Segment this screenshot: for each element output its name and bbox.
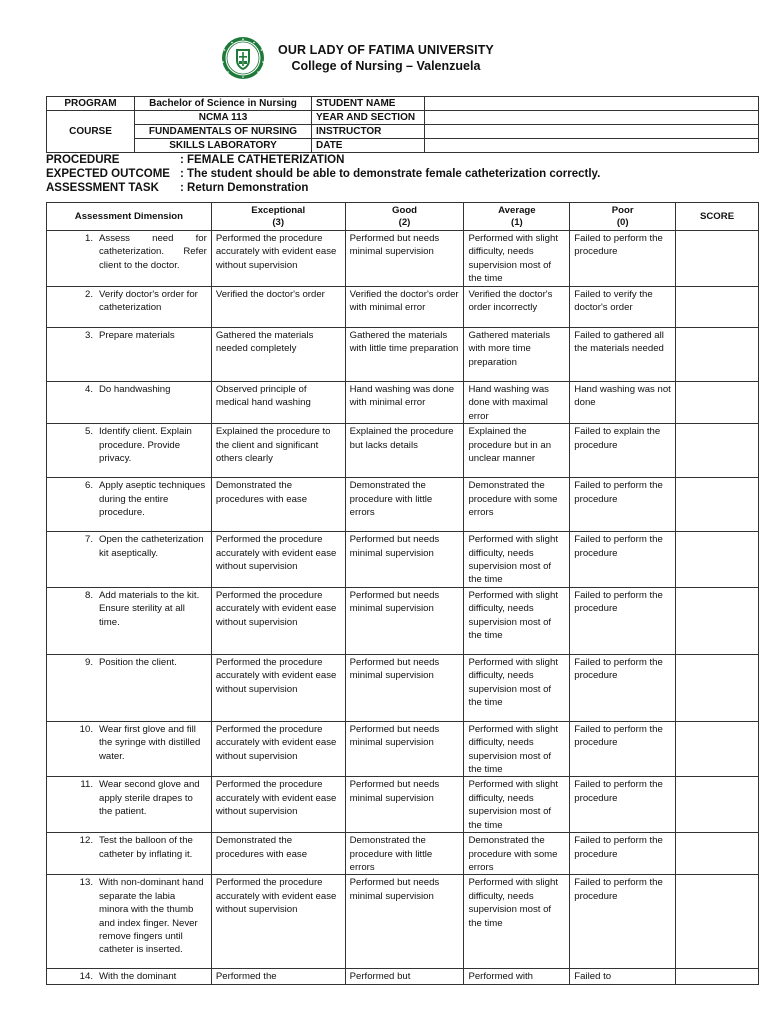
score-cell[interactable] xyxy=(676,231,759,287)
assessment-task-label: ASSESSMENT TASK xyxy=(46,182,159,195)
date-label: DATE xyxy=(312,139,425,153)
rubric-row xyxy=(47,587,759,654)
rubric-row xyxy=(47,833,759,875)
step-number: 13. xyxy=(79,877,93,889)
poor-cell: Failed to perform the procedure xyxy=(570,478,676,532)
step-description: Add materials to the kit. Ensure sterility at all time. xyxy=(99,589,200,628)
step-number: 3. xyxy=(84,330,93,341)
rubric-row xyxy=(47,328,759,382)
average-cell: Performed with slight difficulty, needs supervision most of the time xyxy=(464,587,570,654)
rubric-header-row xyxy=(47,203,759,231)
step-description: Assess need for catheterization. Refer client to the doctor. xyxy=(99,233,207,271)
expected-outcome-label: EXPECTED OUTCOME xyxy=(46,168,170,181)
step-number: 6. xyxy=(84,480,93,492)
exceptional-cell: Performed the procedure accurately with evident ease without supervision xyxy=(211,875,345,969)
assessment-rubric-table xyxy=(46,202,759,985)
rubric-row xyxy=(47,231,759,287)
step-number: 12. xyxy=(79,835,93,847)
instructor-label: INSTRUCTOR xyxy=(312,125,425,139)
step-number: 5. xyxy=(84,426,93,438)
exceptional-cell: Performed the xyxy=(211,969,345,985)
rubric-row xyxy=(47,478,759,532)
rubric-row xyxy=(47,721,759,777)
rubric-row xyxy=(47,424,759,478)
instructor-field[interactable] xyxy=(425,125,759,139)
average-cell: Performed with xyxy=(464,969,570,985)
dimension-cell xyxy=(47,875,212,969)
step-description: Identify client. Explain procedure. Provide privacy. xyxy=(99,426,192,465)
info-row-course-name xyxy=(47,125,759,139)
poor-cell: Failed to verify the doctor's order xyxy=(570,287,676,328)
student-name-field[interactable] xyxy=(425,97,759,111)
header-score: SCORE xyxy=(676,203,759,231)
header-poor-points: (0) xyxy=(616,216,629,228)
dimension-cell xyxy=(47,587,212,654)
expected-outcome-row xyxy=(46,167,600,181)
score-cell[interactable] xyxy=(676,382,759,424)
rubric-row xyxy=(47,969,759,985)
poor-cell: Failed to perform the procedure xyxy=(570,654,676,721)
course-info-table xyxy=(46,96,759,153)
score-cell[interactable] xyxy=(676,424,759,478)
header-exceptional-label: Exceptional xyxy=(251,204,306,216)
exceptional-cell: Observed principle of medical hand washing xyxy=(211,382,345,424)
average-cell: Verified the doctor's order incorrectly xyxy=(464,287,570,328)
header-average xyxy=(464,203,570,231)
good-cell: Verified the doctor's order with minimal error xyxy=(345,287,464,328)
dimension-cell xyxy=(47,721,212,777)
good-cell: Hand washing was done with minimal error xyxy=(345,382,464,424)
rubric-row xyxy=(47,287,759,328)
score-cell[interactable] xyxy=(676,777,759,833)
score-cell[interactable] xyxy=(676,833,759,875)
score-cell[interactable] xyxy=(676,969,759,985)
expected-outcome-value: : The student should be able to demonstrate female catheterization correctly. xyxy=(180,168,601,181)
good-cell: Performed but needs minimal supervision xyxy=(345,654,464,721)
average-cell: Performed with slight difficulty, needs supervision most of the time xyxy=(464,231,570,287)
score-cell[interactable] xyxy=(676,654,759,721)
course-code: NCMA 113 xyxy=(135,111,312,125)
dimension-cell xyxy=(47,287,212,328)
step-number: 1. xyxy=(84,233,93,244)
header-average-label: Average xyxy=(498,204,536,216)
good-cell: Performed but xyxy=(345,969,464,985)
score-cell[interactable] xyxy=(676,328,759,382)
score-cell[interactable] xyxy=(676,532,759,588)
program-value: Bachelor of Science in Nursing xyxy=(135,97,312,111)
average-cell: Demonstrated the procedure with some errors xyxy=(464,833,570,875)
step-number: 10. xyxy=(79,723,93,735)
dimension-cell xyxy=(47,969,212,985)
step-description: Do handwashing xyxy=(99,384,171,395)
average-cell: Explained the procedure but in an unclear manner xyxy=(464,424,570,478)
rubric-row xyxy=(47,777,759,833)
year-section-label: YEAR AND SECTION xyxy=(312,111,425,125)
exceptional-cell: Performed the procedure accurately with evident ease without supervision xyxy=(211,231,345,287)
rubric-row xyxy=(47,875,759,969)
info-row-date xyxy=(47,139,759,153)
procedure-block xyxy=(46,153,600,196)
course-name-line-1: FUNDAMENTALS OF NURSING xyxy=(135,125,312,139)
exceptional-cell: Demonstrated the procedures with ease xyxy=(211,478,345,532)
dimension-cell xyxy=(47,231,212,287)
program-label: PROGRAM xyxy=(47,97,135,111)
score-cell[interactable] xyxy=(676,721,759,777)
average-cell: Performed with slight difficulty, needs supervision most of the time xyxy=(464,532,570,588)
step-description: Position the client. xyxy=(99,656,177,668)
good-cell: Performed but needs minimal supervision xyxy=(345,231,464,287)
step-number: 9. xyxy=(84,656,93,668)
info-row-course-code xyxy=(47,111,759,125)
dimension-cell xyxy=(47,833,212,875)
dimension-cell xyxy=(47,424,212,478)
step-description: Open the catheterization kit aseptically. xyxy=(99,534,204,559)
college-name: College of Nursing – Valenzuela xyxy=(291,59,481,73)
step-description: With non-dominant hand separate the labia minora with the thumb and index finger. Never remove fingers until catheter is inserted. xyxy=(99,877,204,956)
poor-cell: Failed to perform the procedure xyxy=(570,833,676,875)
exceptional-cell: Explained the procedure to the client and significant others clearly xyxy=(211,424,345,478)
score-cell[interactable] xyxy=(676,478,759,532)
header-exceptional-points: (3) xyxy=(272,216,285,228)
institution-block xyxy=(278,43,494,73)
dimension-cell xyxy=(47,654,212,721)
step-number: 8. xyxy=(84,589,93,601)
poor-cell: Failed to perform the procedure xyxy=(570,532,676,588)
step-description: With the dominant xyxy=(99,971,177,983)
header-average-points: (1) xyxy=(511,216,523,228)
course-name-line-2: SKILLS LABORATORY xyxy=(135,139,312,153)
average-cell: Demonstrated the procedure with some errors xyxy=(464,478,570,532)
average-cell: Performed with slight difficulty, needs supervision most of the time xyxy=(464,875,570,969)
exceptional-cell: Demonstrated the procedures with ease xyxy=(211,833,345,875)
poor-cell: Failed to explain the procedure xyxy=(570,424,676,478)
poor-cell: Failed to perform the procedure xyxy=(570,587,676,654)
step-number: 11. xyxy=(80,779,93,791)
info-row-program xyxy=(47,97,759,111)
good-cell: Demonstrated the procedure with little errors xyxy=(345,833,464,875)
document-header xyxy=(218,36,494,80)
dimension-cell xyxy=(47,532,212,588)
header-poor-label: Poor xyxy=(611,204,634,216)
step-number: 2. xyxy=(84,289,93,300)
header-poor xyxy=(570,203,676,231)
step-description: Wear second glove and apply sterile drapes to the patient. xyxy=(99,779,200,818)
good-cell: Performed but needs minimal supervision xyxy=(345,721,464,777)
good-cell: Performed but needs minimal supervision xyxy=(345,532,464,588)
good-cell: Gathered the materials with little time preparation xyxy=(345,328,464,382)
rubric-row xyxy=(47,382,759,424)
poor-cell: Failed to xyxy=(570,969,676,985)
step-description: Prepare materials xyxy=(99,330,175,341)
good-cell: Performed but needs minimal supervision xyxy=(345,875,464,969)
poor-cell: Failed to perform the procedure xyxy=(570,721,676,777)
good-cell: Performed but needs minimal supervision xyxy=(345,587,464,654)
step-description: Wear first glove and fill the syringe with distilled water. xyxy=(99,723,201,762)
step-description: Verify doctor's order for catheterization xyxy=(99,289,198,314)
exceptional-cell: Performed the procedure accurately with evident ease without supervision xyxy=(211,587,345,654)
average-cell: Performed with slight difficulty, needs supervision most of the time xyxy=(464,721,570,777)
student-name-label: STUDENT NAME xyxy=(312,97,425,111)
average-cell: Hand washing was done with maximal error xyxy=(464,382,570,424)
poor-cell: Failed to perform the procedure xyxy=(570,231,676,287)
dimension-cell xyxy=(47,777,212,833)
procedure-value: : FEMALE CATHETERIZATION xyxy=(180,154,345,166)
exceptional-cell: Verified the doctor's order xyxy=(211,287,345,328)
rubric-row xyxy=(47,654,759,721)
university-seal-logo xyxy=(218,36,268,80)
step-description: Apply aseptic techniques during the entire procedure. xyxy=(99,480,206,519)
step-number: 7. xyxy=(84,534,93,546)
dimension-cell xyxy=(47,478,212,532)
average-cell: Performed with slight difficulty, needs supervision most of the time xyxy=(464,654,570,721)
poor-cell: Failed to gathered all the materials needed xyxy=(570,328,676,382)
good-cell: Explained the procedure but lacks details xyxy=(345,424,464,478)
procedure-row xyxy=(46,153,600,167)
header-good-label: Good xyxy=(392,204,418,216)
exceptional-cell: Performed the procedure accurately with evident ease without supervision xyxy=(211,532,345,588)
university-name: OUR LADY OF FATIMA UNIVERSITY xyxy=(278,43,494,57)
year-section-field[interactable] xyxy=(425,111,759,125)
exceptional-cell: Gathered the materials needed completely xyxy=(211,328,345,382)
assessment-task-value: : Return Demonstration xyxy=(180,182,309,195)
header-exceptional xyxy=(211,203,345,231)
step-number: 4. xyxy=(84,384,93,395)
average-cell: Performed with slight difficulty, needs supervision most of the time xyxy=(464,777,570,833)
good-cell: Performed but needs minimal supervision xyxy=(345,777,464,833)
poor-cell: Failed to perform the procedure xyxy=(570,875,676,969)
score-cell[interactable] xyxy=(676,287,759,328)
exceptional-cell: Performed the procedure accurately with evident ease without supervision xyxy=(211,721,345,777)
dimension-cell xyxy=(47,382,212,424)
rubric-row xyxy=(47,532,759,588)
assessment-task-row xyxy=(46,181,600,195)
good-cell: Demonstrated the procedure with little errors xyxy=(345,478,464,532)
header-assessment-dimension: Assessment Dimension xyxy=(47,203,212,231)
poor-cell: Failed to perform the procedure xyxy=(570,777,676,833)
score-cell[interactable] xyxy=(676,875,759,969)
exceptional-cell: Performed the procedure accurately with evident ease without supervision xyxy=(211,777,345,833)
score-cell[interactable] xyxy=(676,587,759,654)
procedure-label: PROCEDURE xyxy=(46,154,120,166)
average-cell: Gathered materials with more time preparation xyxy=(464,328,570,382)
step-description: Test the balloon of the catheter by inflating it. xyxy=(99,835,193,860)
step-number: 14. xyxy=(79,971,93,983)
date-field[interactable] xyxy=(425,139,759,153)
header-good xyxy=(345,203,464,231)
poor-cell: Hand washing was not done xyxy=(570,382,676,424)
dimension-cell xyxy=(47,328,212,382)
header-good-points: (2) xyxy=(398,216,411,228)
exceptional-cell: Performed the procedure accurately with evident ease without supervision xyxy=(211,654,345,721)
course-label: COURSE xyxy=(47,111,135,153)
